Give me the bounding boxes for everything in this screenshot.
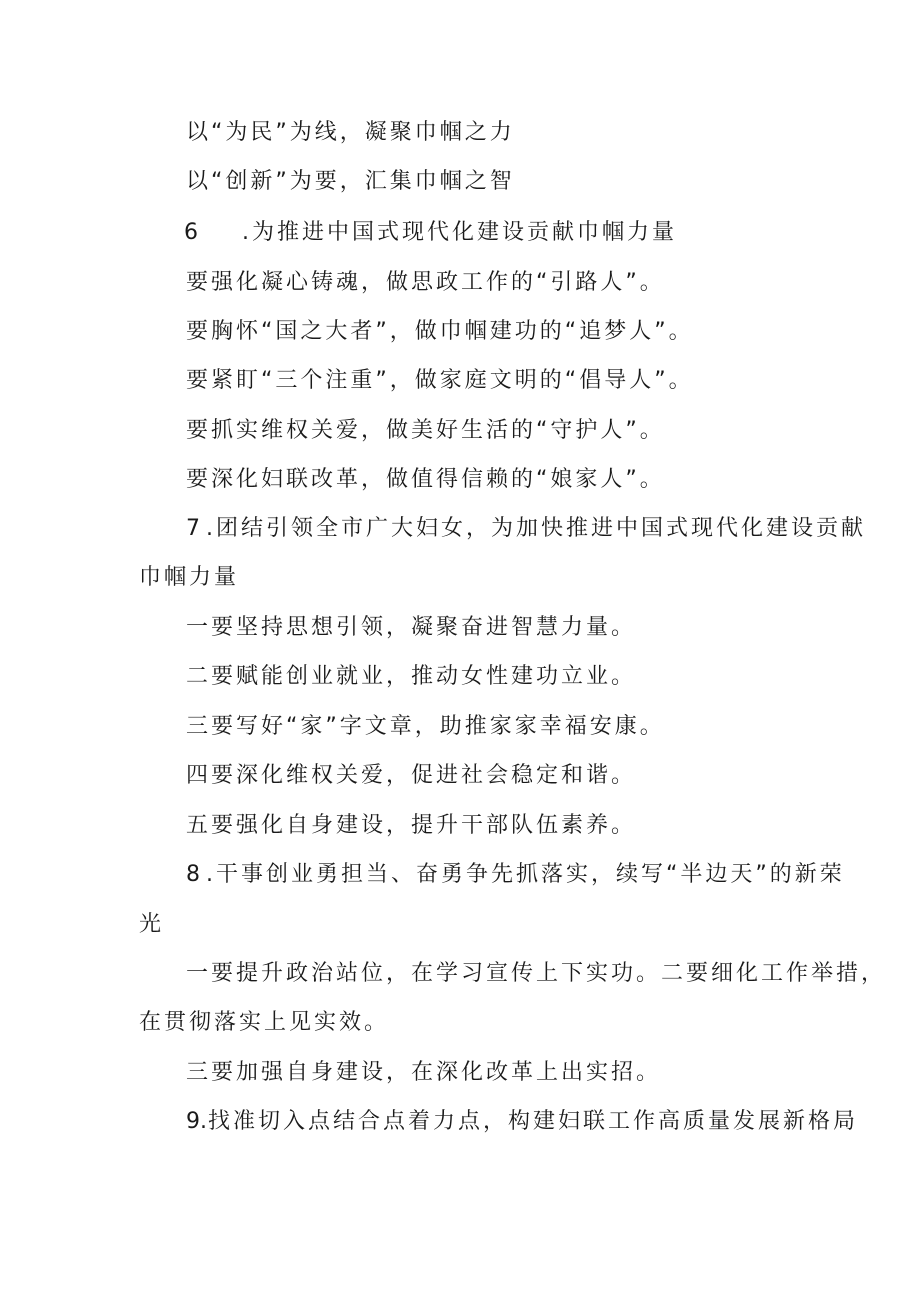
text-line	[186, 317, 694, 347]
text-line	[186, 761, 636, 791]
text-line	[186, 366, 694, 396]
heading-text: .为推进中国式现代化建设贡献巾帼力量	[242, 220, 677, 245]
section-heading	[186, 1107, 858, 1137]
section-heading	[184, 218, 677, 248]
heading-continuation	[139, 910, 164, 940]
text-line-continuation	[139, 1008, 389, 1038]
line-text: 一要提升政治站位，在学习宣传上下实功。二要细化工作举措，	[186, 961, 887, 986]
text-line	[186, 959, 886, 989]
text-line	[186, 1058, 661, 1088]
line-text: 四要深化维权关爱，促进社会稳定和谐。	[186, 763, 637, 788]
text-line	[186, 712, 665, 742]
line-text: 要紧盯“三个注重”，做家庭文明的“倡导人”。	[186, 368, 694, 393]
line-text: 要胸怀“国之大者”，做巾帼建功的“追梦人”。	[186, 319, 694, 344]
line-text: 以“创新”为要，汇集巾帼之智	[186, 169, 515, 194]
line-text: 一要坚持思想引领，凝聚奋进智慧力量。	[186, 615, 637, 640]
section-number: 9.	[186, 1109, 207, 1134]
section-heading	[186, 860, 845, 890]
text-line	[186, 811, 636, 841]
line-text: 二要赋能创业就业，推动女性建功立业。	[186, 664, 637, 689]
section-number: 6	[184, 220, 198, 245]
text-line	[186, 118, 515, 148]
heading-text: .干事创业勇担当、奋勇争先抓落实，续写“半边天”的新荣	[206, 862, 845, 887]
line-text: 要抓实维权关爱，做美好生活的“守护人”。	[186, 418, 665, 443]
section-heading	[186, 514, 866, 544]
line-text: 以“为民”为线，凝聚巾帼之力	[186, 120, 515, 145]
line-text: 光	[139, 912, 165, 937]
line-text: 要强化凝心铸魂，做思政工作的“引路人”。	[186, 270, 665, 295]
text-line	[186, 465, 665, 495]
line-text: 巾帼力量	[139, 565, 240, 590]
text-line	[186, 613, 636, 643]
text-line	[186, 416, 665, 446]
heading-continuation	[139, 563, 239, 593]
text-line	[186, 167, 515, 197]
section-number: 8	[186, 862, 200, 887]
line-text: 五要强化自身建设，提升干部队伍素养。	[186, 813, 637, 838]
text-line	[186, 268, 665, 298]
section-number: 7	[186, 516, 200, 541]
heading-text: .团结引领全市广大妇女，为加快推进中国式现代化建设贡献	[206, 516, 866, 541]
line-text: 三要加强自身建设，在深化改革上出实招。	[186, 1060, 662, 1085]
text-line	[186, 662, 636, 692]
heading-text: 找准切入点结合点着力点，构建妇联工作高质量发展新格局	[208, 1109, 859, 1134]
line-text: 要深化妇联改革，做值得信赖的“娘家人”。	[186, 467, 665, 492]
line-text: 在贯彻落实上见实效。	[139, 1010, 390, 1035]
line-text: 三要写好“家”字文章，助推家家幸福安康。	[186, 714, 665, 739]
